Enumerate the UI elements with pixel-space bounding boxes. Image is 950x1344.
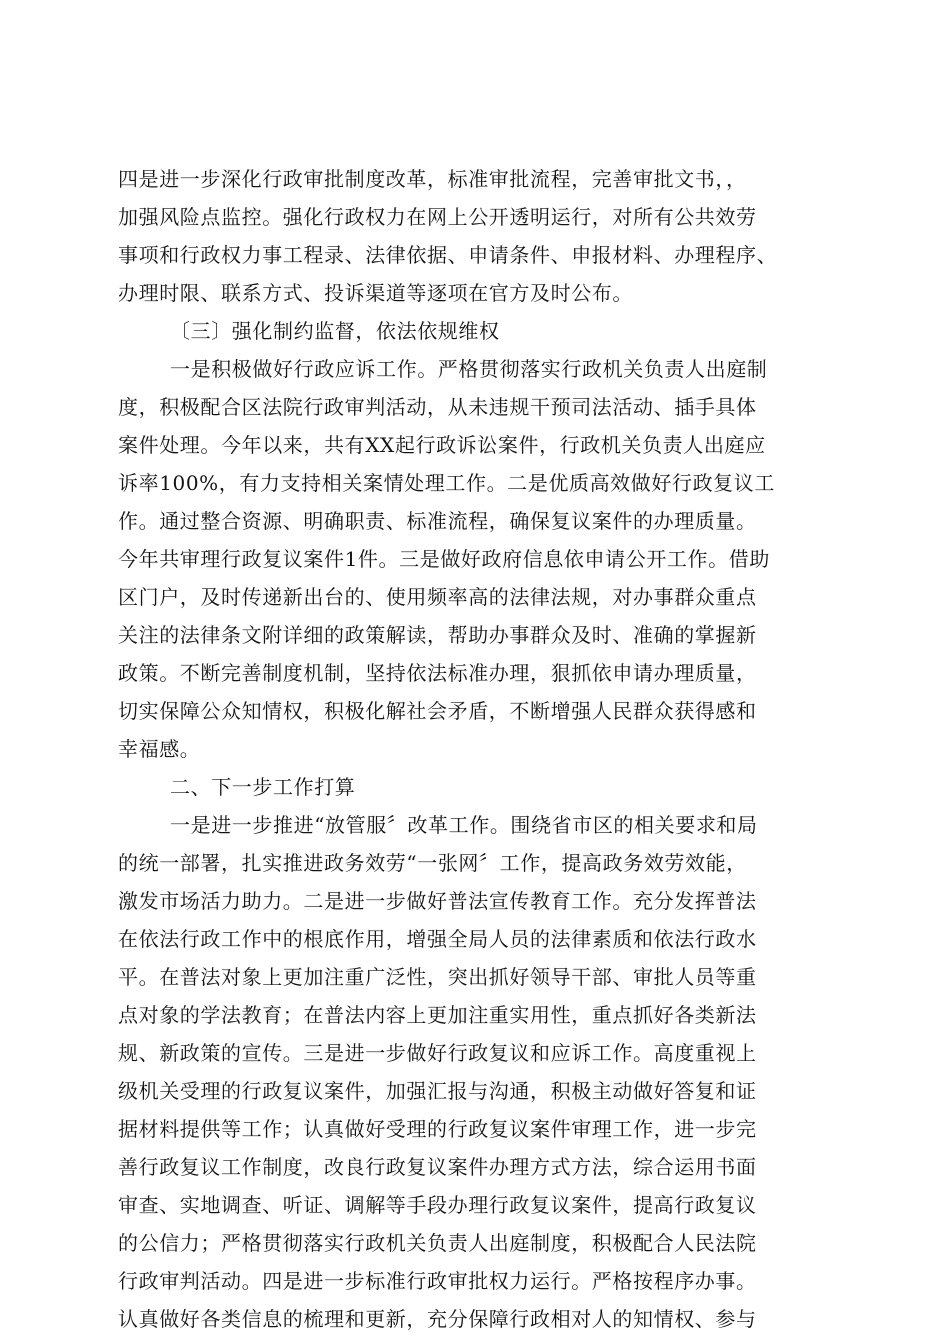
text-line: 今年共审理行政复议案件1件。三是做好政府信息依申请公开工作。借助: [118, 547, 770, 571]
text-line: 善行政复议工作制度，改良行政复议案件办理方式方法，综合运用书面: [118, 1155, 757, 1179]
text-line: 行政审判活动。四是进一步标准行政审批权力运行。严格按程序办事。: [118, 1269, 757, 1293]
text-line: 度，积极配合区法院行政审判活动，从未违规干预司法活动、插手具体: [118, 395, 757, 419]
text-line: 规、新政策的宣传。三是进一步做好行政复议和应诉工作。高度重视上: [118, 1041, 757, 1065]
section-heading: 二、下一步工作打算: [170, 775, 356, 799]
text-line: 幸福感。: [118, 737, 201, 761]
text-line: 在依法行政工作中的根底作用，增强全局人员的法律素质和依法行政水: [118, 927, 757, 951]
text-line: 据材料提供等工作；认真做好受理的行政复议案件审理工作，进一步完: [118, 1117, 757, 1141]
text-line: 的统一部署，扎实推进政务效劳“一张网〞工作，提高政务效劳效能，: [118, 851, 747, 875]
text-line: 点对象的学法教育；在普法内容上更加注重实用性，重点抓好各类新法: [118, 1003, 757, 1027]
text-line: 区门户，及时传递新出台的、使用频率高的法律法规，对办事群众重点: [118, 585, 757, 609]
text-line: 切实保障公众知情权，积极化解社会矛盾，不断增强人民群众获得感和: [118, 699, 757, 723]
text-line: 案件处理。今年以来，共有XX起行政诉讼案件，行政机关负责人出庭应: [118, 433, 766, 457]
text-line: 加强风险点监控。强化行政权力在网上公开透明运行，对所有公共效劳: [118, 205, 757, 229]
text-line: 办理时限、联系方式、投诉渠道等逐项在官方及时公布。: [118, 281, 633, 305]
text-line: 关注的法律条文附详细的政策解读，帮助办事群众及时、准确的掌握新: [118, 623, 757, 647]
text-line: 四是进一步深化行政审批制度改革，标准审批流程，完善审批文书，，: [118, 167, 747, 191]
section-heading: 〔三〕强化制约监督，依法依规维权: [170, 319, 500, 343]
text-line: 事项和行政权力事工程录、法律依据、申请条件、申报材料、办理程序、: [118, 243, 778, 267]
text-line: 平。在普法对象上更加注重广泛性，突出抓好领导干部、审批人员等重: [118, 965, 757, 989]
text-line: 激发市场活力助力。二是进一步做好普法宣传教育工作。充分发挥普法: [118, 889, 757, 913]
text-line: 一是积极做好行政应诉工作。严格贯彻落实行政机关负责人出庭制: [170, 357, 768, 381]
text-line: 级机关受理的行政复议案件，加强汇报与沟通，积极主动做好答复和证: [118, 1079, 757, 1103]
text-line: 作。通过整合资源、明确职责、标准流程，确保复议案件的办理质量。: [118, 509, 757, 533]
text-line: 审查、实地调查、听证、调解等手段办理行政复议案件，提高行政复议: [118, 1193, 757, 1217]
text-line: 一是进一步推进“放管服〞改革工作。围绕省市区的相关要求和局: [170, 813, 758, 837]
text-line: 认真做好各类信息的梳理和更新，充分保障行政相对人的知情权、参与: [118, 1307, 757, 1331]
text-line: 政策。不断完善制度机制，坚持依法标准办理，狠抓依申请办理质量，: [118, 661, 757, 685]
text-line: 的公信力；严格贯彻落实行政机关负责人出庭制度，积极配合人民法院: [118, 1231, 757, 1255]
text-line: 诉率100%，有力支持相关案情处理工作。二是优质高效做好行政复议工: [118, 471, 775, 495]
